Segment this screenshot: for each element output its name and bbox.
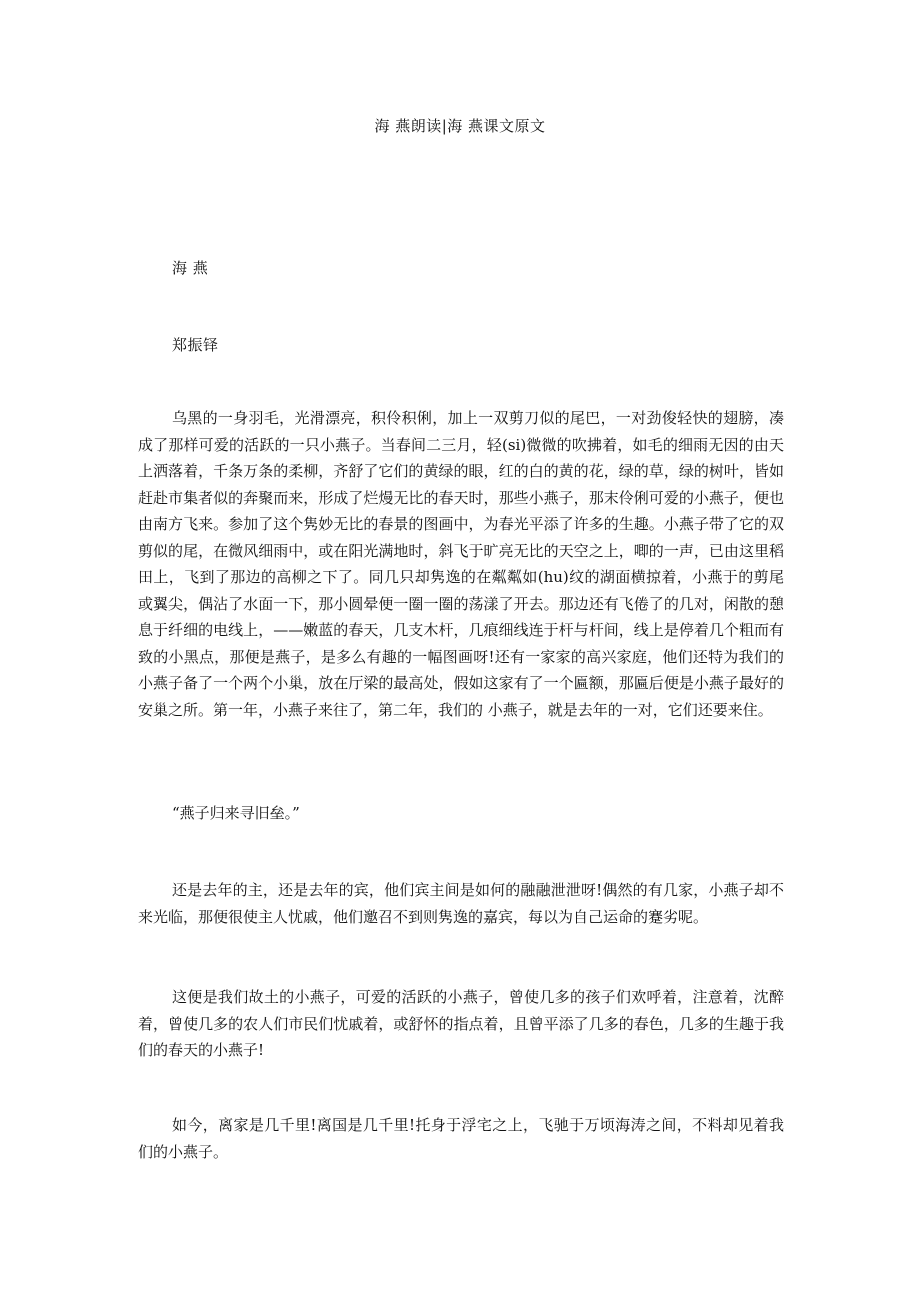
paragraph-4: 这便是我们故土的小燕子，可爱的活跃的小燕子，曾使几多的孩子们欢呼着，注意着，沈醉着，曾使几多的农人们市民们忧戚着，或舒怀的指点着，且曾平添了几多的春色，几多的生趣于我们的春天的小燕子! — [138, 988, 784, 1059]
paragraph-quote: “燕子归来寻旧垒。” — [172, 804, 300, 822]
paragraph-1: 乌黑的一身羽毛，光滑漂亮，积伶积俐，加上一双剪刀似的尾巴，一对劲俊轻快的翅膀，凑成了那样可爱的活跃的一只小燕子。当春间二三月，轻(si)微微的吹拂着，如毛的细雨无因的由天上洒落着，千条万条的柔柳，齐舒了它们的黄绿的眼，红的白的黄的花，绿的草，绿的树叶，皆如赶赴市集者似的奔聚而来，形成了烂熳无比的春天时，那些小燕子，那末伶俐可爱的小燕子，便也由南方飞来。参加了这个隽妙无比的春景的图画中，为春光平添了许多的生趣。小燕子带了它的双剪似的尾，在微风细雨中，或在阳光满地时，斜飞于旷亮无比的天空之上，唧的一声，已由这里稻田上，飞到了那边的高柳之下了。同几只却隽逸的在粼粼如(hu)纹的湖面横掠着，小燕于的剪尾或翼尖，偶沾了水面一下，那小圆晕便一圈一圈的荡漾了开去。那边还有飞倦了的几对，闲散的憩息于纤细的电线上，——嫩蓝的春天，几支木杆，几痕细线连于杆与杆间，线上是停着几个粗而有致的小黑点，那便是燕子，是多么有趣的一幅图画呀!还有一家家的高兴家庭，他们还特为我们的小燕子备了一个两个小巢，放在厅梁的最高处，假如这家有了一个匾额，那匾后便是小燕子最好的安巢之所。第一年，小燕子来往了，第二年，我们的 小燕子，就是去年的一对，它们还要来住。 — [138, 409, 784, 719]
section-heading: 海 燕 — [172, 259, 209, 277]
author-name: 郑振铎 — [172, 336, 219, 354]
paragraph-3: 还是去年的主，还是去年的宾，他们宾主间是如何的融融泄泄呀!偶然的有几家，小燕子却不来光临，那便很使主人忧戚，他们邀召不到则隽逸的嘉宾，每以为自己运命的蹇劣呢。 — [138, 881, 784, 926]
document-title: 海 燕朗读|海 燕课文原文 — [374, 117, 546, 135]
paragraph-5: 如今，离家是几千里!离国是几千里!托身于浮宅之上，飞驰于万顷海涛之间，不料却见着我们的小燕子。 — [138, 1116, 784, 1161]
